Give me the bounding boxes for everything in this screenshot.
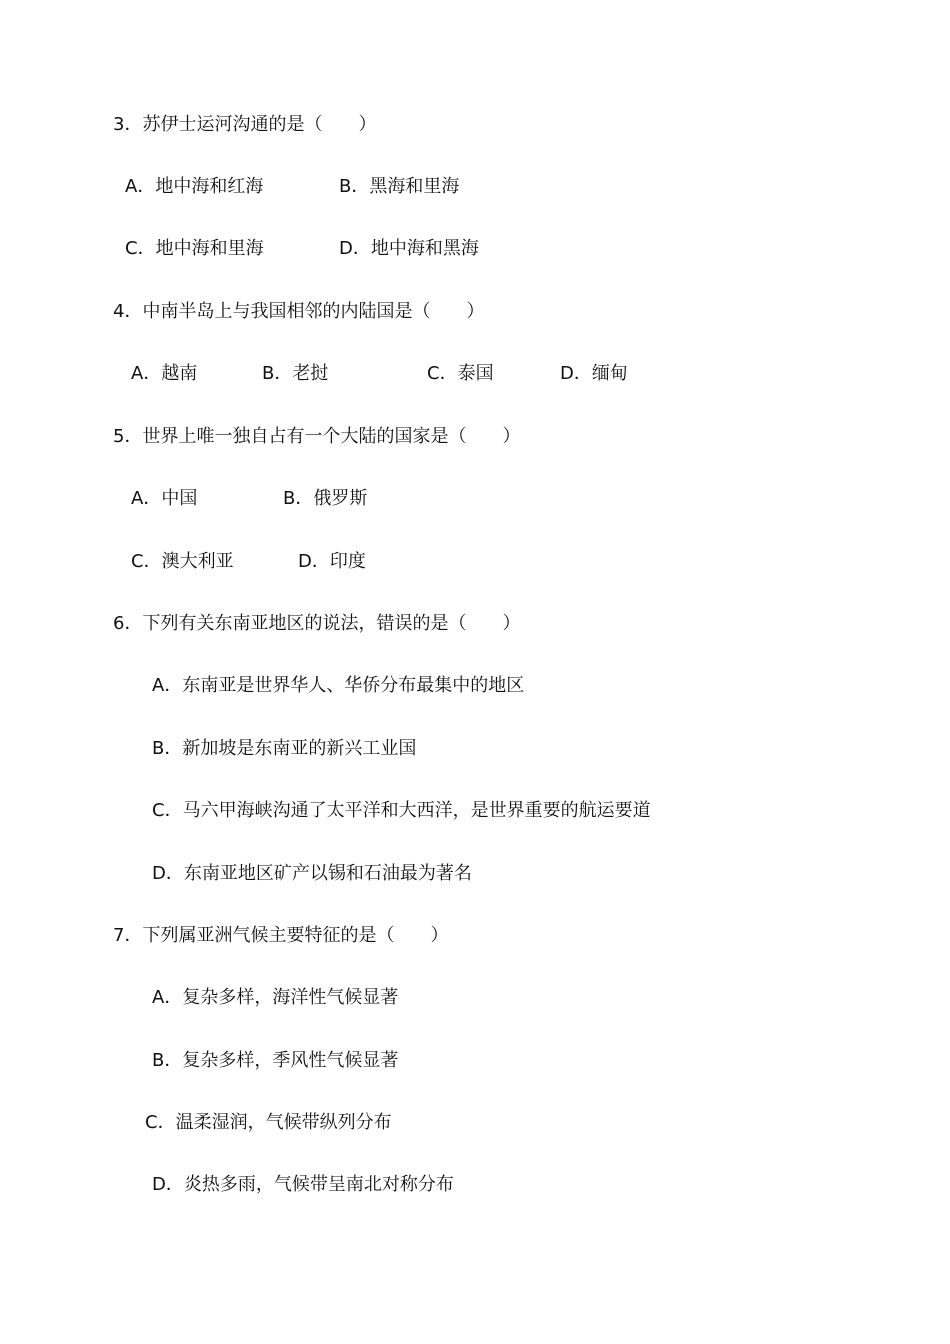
option-c: C．泰国 (427, 363, 494, 384)
option-d: D．东南亚地区矿产以锡和石油最为著名 (152, 863, 472, 884)
option-b: B．俄罗斯 (283, 488, 368, 509)
option-a: A．越南 (131, 363, 198, 384)
question-stem: 3．苏伊士运河沟通的是（ ） (113, 114, 377, 135)
option-d: D．印度 (298, 551, 366, 572)
question-stem: 4．中南半岛上与我国相邻的内陆国是（ ） (113, 301, 485, 322)
option-b: B．复杂多样，季风性气候显著 (152, 1050, 399, 1071)
option-c: C．马六甲海峡沟通了太平洋和大西洋，是世界重要的航运要道 (152, 800, 651, 821)
option-c: C．澳大利亚 (131, 551, 234, 572)
option-b: B．老挝 (262, 363, 329, 384)
option-c: C．地中海和里海 (125, 238, 264, 259)
option-a: A．复杂多样，海洋性气候显著 (152, 987, 399, 1008)
option-b: B．新加坡是东南亚的新兴工业国 (152, 738, 417, 759)
option-a: A．东南亚是世界华人、华侨分布最集中的地区 (152, 675, 525, 696)
option-b: B．黑海和里海 (339, 176, 460, 197)
option-a: A．地中海和红海 (125, 176, 264, 197)
question-stem: 5．世界上唯一独自占有一个大陆的国家是（ ） (113, 426, 521, 447)
question-stem: 7．下列属亚洲气候主要特征的是（ ） (113, 925, 449, 946)
option-d: D．地中海和黑海 (339, 238, 479, 259)
question-stem: 6．下列有关东南亚地区的说法，错误的是（ ） (113, 613, 521, 634)
option-d: D．炎热多雨，气候带呈南北对称分布 (152, 1174, 454, 1195)
option-d: D．缅甸 (560, 363, 628, 384)
option-a: A．中国 (131, 488, 198, 509)
option-c: C．温柔湿润，气候带纵列分布 (145, 1112, 392, 1133)
